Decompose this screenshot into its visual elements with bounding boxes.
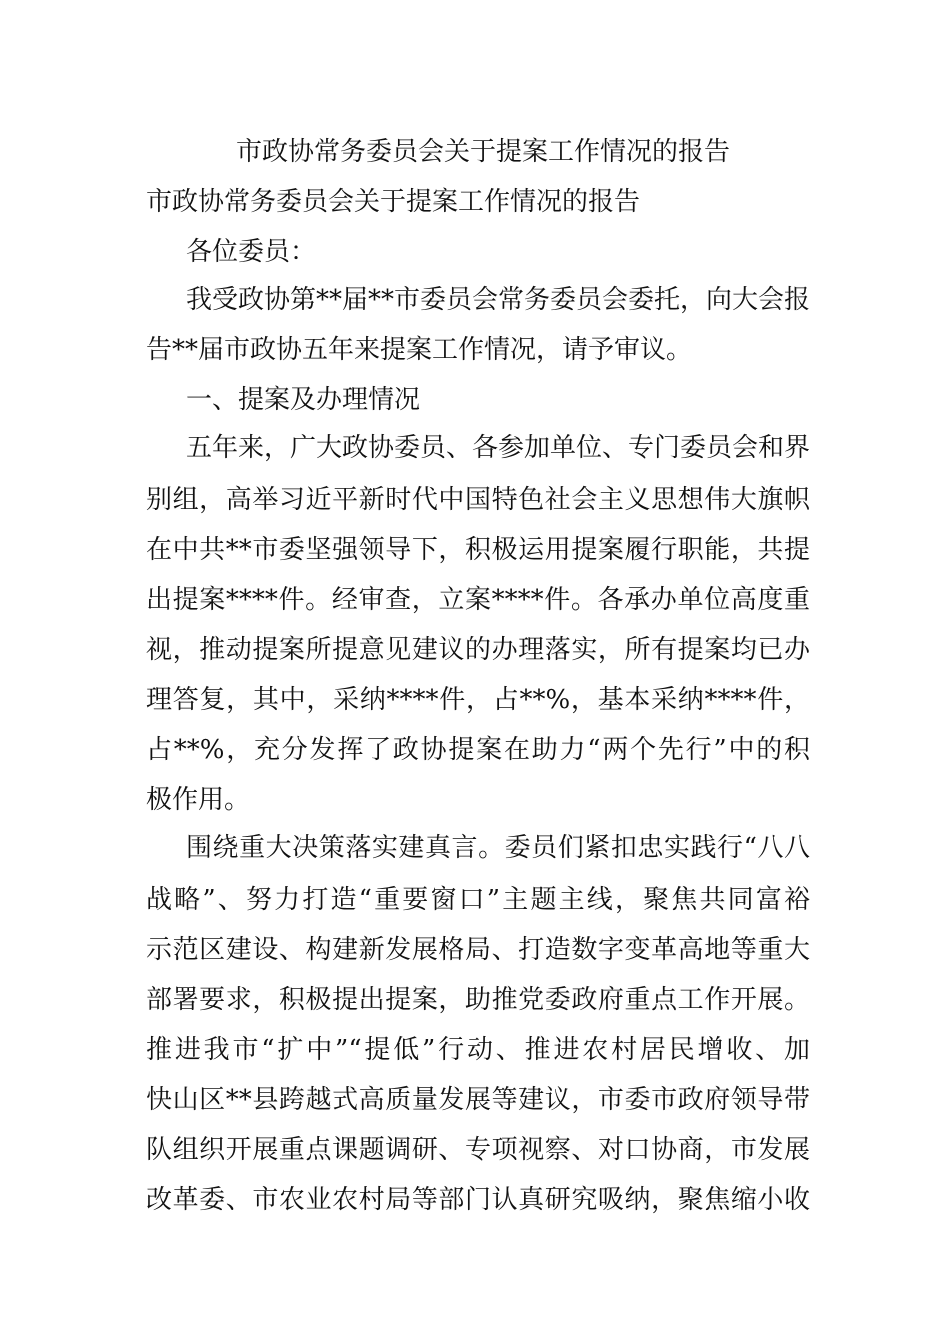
paragraph-line: 改革委、市农业农村局等部门认真研究吸纳，聚焦缩小收 xyxy=(146,1185,810,1215)
paragraph-line: 别组，高举习近平新时代中国特色社会主义思想伟大旗帜 xyxy=(146,485,810,515)
paragraph-line: 极作用。 xyxy=(146,785,251,815)
document-title: 市政协常务委员会关于提案工作情况的报告 xyxy=(236,137,731,167)
paragraph-line: 示范区建设、构建新发展格局、打造数字变革高地等重大 xyxy=(146,935,810,965)
paragraph-line: 战略”、努力打造“重要窗口”主题主线，聚焦共同富裕 xyxy=(146,885,810,915)
paragraph-line: 部署要求，积极提出提案，助推党委政府重点工作开展。 xyxy=(146,985,810,1015)
paragraph-line: 占**%，充分发挥了政协提案在助力“两个先行”中的积 xyxy=(146,735,810,765)
paragraph-line: 快山区**县跨越式高质量发展等建议，市委市政府领导带 xyxy=(146,1085,810,1115)
paragraph-line: 在中共**市委坚强领导下，积极运用提案履行职能，共提 xyxy=(146,535,810,565)
section-heading: 一、提案及办理情况 xyxy=(186,385,421,415)
paragraph-line: 围绕重大决策落实建真言。委员们紧扣忠实践行“八八 xyxy=(186,833,810,863)
paragraph-line: 出提案****件。经审查，立案****件。各承办单位高度重 xyxy=(146,585,810,615)
intro-line: 告**届市政协五年来提案工作情况，请予审议。 xyxy=(146,335,693,365)
paragraph-line: 理答复，其中，采纳****件，占**%，基本采纳****件， xyxy=(146,685,810,715)
salutation: 各位委员： xyxy=(186,237,317,267)
paragraph-line: 推进我市“扩中”“提低”行动、推进农村居民增收、加 xyxy=(146,1035,810,1065)
intro-line: 我受政协第**届**市委员会常务委员会委托，向大会报 xyxy=(186,285,811,315)
document-subtitle: 市政协常务委员会关于提案工作情况的报告 xyxy=(146,187,641,217)
paragraph-line: 队组织开展重点课题调研、专项视察、对口协商，市发展 xyxy=(146,1135,810,1165)
paragraph-line: 五年来，广大政协委员、各参加单位、专门委员会和界 xyxy=(186,433,811,463)
paragraph-line: 视，推动提案所提意见建议的办理落实，所有提案均已办 xyxy=(146,635,810,665)
